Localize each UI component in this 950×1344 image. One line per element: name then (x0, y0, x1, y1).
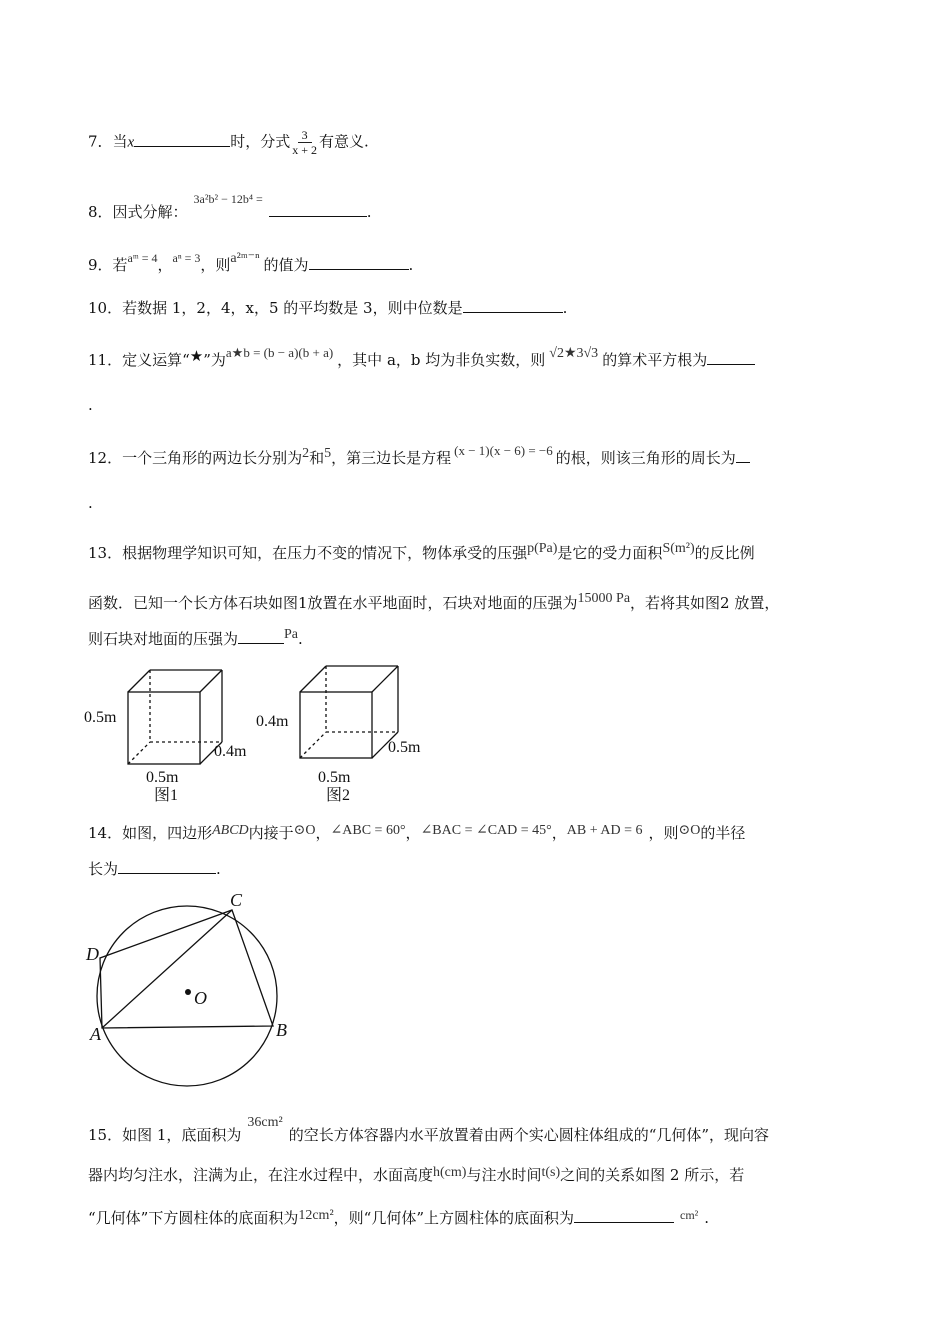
question-11: 11．定义运算“★”为a★b = (b − a)(b + a) ，其中 a，b 均为非负实数，则 √2★3√3 的算术平方根为 (88, 342, 755, 371)
fraction: $\frac{3}{x + 2}$ (292, 128, 318, 157)
cube-figures (80, 662, 440, 802)
question-12: 12．一个三角形的两边长分别为2和5，第三边长是方程 (x − 1)(x − 6) = −6 的根，则该三角形的周长为 (88, 440, 750, 469)
question-12-tail: . (88, 494, 93, 512)
figure-13 (80, 662, 440, 802)
label-B: B (276, 1020, 287, 1040)
label-O: O (194, 988, 207, 1008)
question-14-line1: 14．如图，四边形ABCD内接于⊙O，∠ABC = 60°，∠BAC = ∠CAD = 45°，AB + AD = 6 ，则⊙O的半径 (88, 823, 746, 842)
answer-blank-14[interactable] (118, 859, 216, 874)
question-15-line2: 器内均匀注水，注满为止，在注水过程中，水面高度h(cm)与注水时间t(s)之间的关系如图 2 所示，若 (88, 1165, 745, 1184)
question-9: 9．若$^{aᵐ = 4}$，$^{a^n = 3}$，则a²ᵐ⁻ⁿ 的值为 . (88, 251, 414, 274)
star-icon: ★ (189, 347, 204, 365)
figure-14 (80, 888, 300, 1088)
answer-blank-12[interactable] (736, 448, 750, 463)
answer-blank-15[interactable] (574, 1208, 674, 1223)
answer-blank-9[interactable] (309, 255, 409, 270)
question-13-line2: 函数．已知一个长方体石块如图1放置在水平地面时，石块对地面的压强为15000 Pa，若将其如图2 放置， (88, 591, 780, 612)
answer-blank-8[interactable] (269, 202, 367, 217)
question-15-line1: 15．如图 1，底面积为36cm²的空长方体容器内水平放置着由两个实心圆柱体组成的“几何体”，现向容 (88, 1115, 770, 1144)
fig2-height-label: 0.4m (256, 713, 289, 730)
var-x: x (127, 134, 135, 151)
question-10: 10．若数据 1，2，4，x，5 的平均数是 3，则中位数是 . (88, 299, 568, 317)
fig1-height-label: 0.5m (84, 709, 117, 726)
fig1-width-label: 0.5m (146, 769, 179, 786)
question-13-line1: 13．根据物理学知识可知，在压力不变的情况下，物体承受的压强p(Pa)是它的受力面积S(m²)的反比例 (88, 541, 755, 562)
question-7: 7．当x 时，分式 $\frac{3}{x + 2}$ 有意义. (88, 128, 369, 157)
fig2-depth-label: 0.5m (388, 739, 421, 756)
factor-expression: 3a²b² − 12b⁴ = (193, 192, 263, 206)
label-D: D (86, 944, 99, 964)
answer-blank-11[interactable] (707, 350, 755, 365)
label-C: C (230, 890, 243, 910)
question-8: 8．因式分解：$^{3a^2b^2 - 12b^4 =}$. (88, 192, 372, 221)
fig1-caption: 图1 (154, 787, 179, 802)
answer-blank-7[interactable] (134, 132, 230, 147)
label-A: A (90, 1024, 101, 1044)
question-13-line3: 则石块对地面的压强为 Pa. (88, 627, 303, 648)
question-15-line3: “几何体”下方圆柱体的底面积为12cm²，则“几何体”上方圆柱体的底面积为 $^{cm^2}$ . (88, 1208, 710, 1227)
fig1-depth-label: 0.4m (214, 743, 247, 760)
answer-blank-10[interactable] (463, 298, 563, 313)
question-14-line2: 长为 . (88, 860, 221, 878)
question-11-tail: . (88, 396, 93, 414)
fig2-caption: 图2 (326, 787, 351, 802)
fig2-width-label: 0.5m (318, 769, 351, 786)
inscribed-quadrilateral (80, 888, 300, 1088)
answer-blank-13[interactable] (238, 629, 284, 644)
